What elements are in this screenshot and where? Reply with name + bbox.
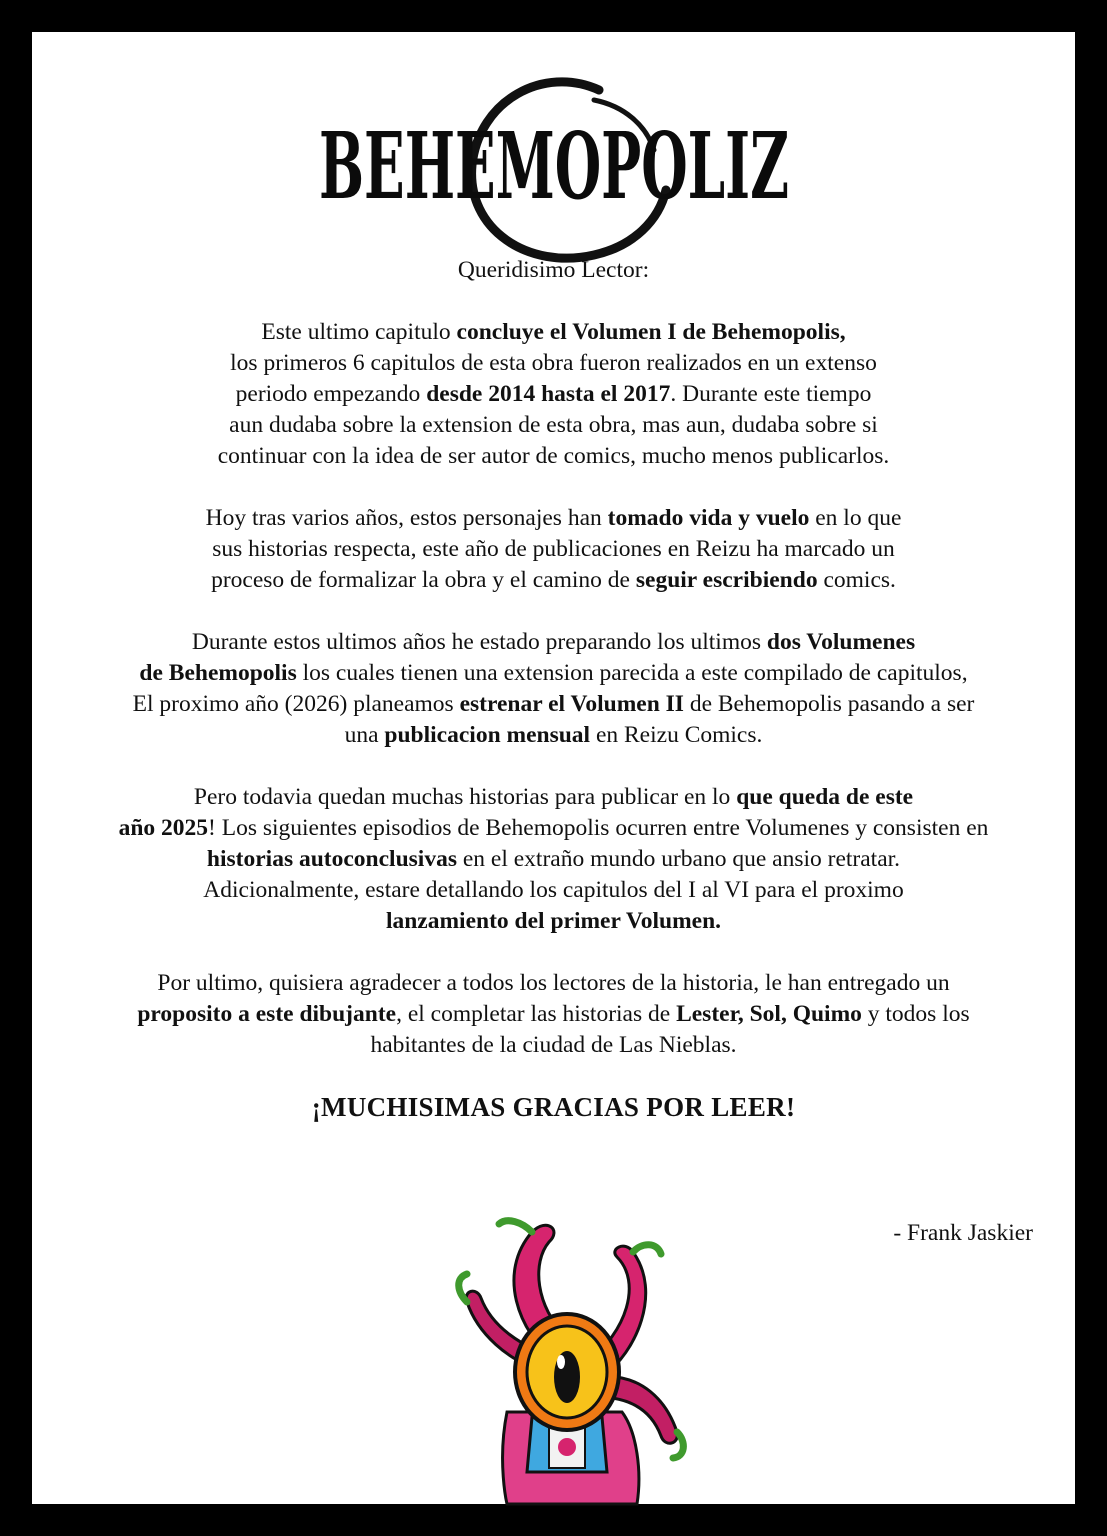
logo-wordmark: BEHEMOPOLIZ	[318, 112, 789, 220]
bold-text: desde 2014 hasta el 2017	[426, 381, 671, 407]
bold-text: dos Volumenes	[766, 629, 916, 655]
logo-graphic	[294, 70, 814, 270]
mascot-eye	[515, 1314, 619, 1430]
paragraph-2: Hoy tras varios años, estos personajes han tomado vida y vuelo en lo que sus historias respecta, este año de publicaciones en Reizu ha marcado un proceso de formalizar la obra y el camino de seguir escribiendo comics.	[205, 505, 902, 593]
bold-text: concluye el Volumen I de Behemopolis,	[456, 319, 846, 345]
closing-heading: ¡MUCHISIMAS GRACIAS POR LEER!	[311, 1092, 796, 1122]
bold-text: seguir escribiendo	[635, 567, 818, 593]
letter-page	[32, 32, 1075, 1504]
letter-greeting: Queridisimo Lector:	[457, 257, 650, 283]
bold-text: año 2025	[118, 815, 209, 841]
bold-text: historias autoconclusivas	[206, 846, 457, 872]
paragraph-3: Durante estos ultimos años he estado preparando los ultimos dos Volumenes de Behemopolis los cuales tienen una extension parecida a este compilado de capitulos, El proximo año (2026) planeamos estrenar el Volumen II de Behemopolis pasando a ser una publicacion mensual en Reizu Comics.	[132, 629, 975, 748]
behemopolis-logo	[32, 70, 1075, 270]
paragraph-1: Este ultimo capitulo concluye el Volumen I de Behemopolis, los primeros 6 capitulos de esta obra fueron realizados en un extenso periodo empezando desde 2014 hasta el 2017. Durante este tiempo aun dudaba sobre la extension de esta obra, mas aun, dudaba sobre si continuar con la idea de ser autor de comics, mucho menos publicarlos.	[217, 319, 890, 469]
bold-text: estrenar el Volumen II	[459, 691, 684, 717]
paragraph-5: Por ultimo, quisiera agradecer a todos los lectores de la historia, le han entregado un proposito a este dibujante, el completar las historias de Lester, Sol, Quimo y todos los habitantes de la ciudad de Las Nieblas.	[137, 970, 970, 1058]
bold-text: de Behemopolis	[139, 660, 297, 686]
bold-text: proposito a este dibujante	[137, 1001, 397, 1027]
letter-body	[72, 255, 1035, 1123]
paragraph-4: Pero todavia quedan muchas historias para publicar en lo que queda de este año 2025! Los siguientes episodios de Behemopolis ocurren entre Volumenes y consisten en historias autoconclusivas en el extraño mundo urbano que ansio retratar. Adicionalmente, estare detallando los capitulos del I al VI para el proximo lanzamiento del primer Volumen.	[118, 784, 989, 934]
signature: - Frank Jaskier	[893, 1220, 1033, 1246]
tentacle-eye-mascot	[437, 1212, 697, 1504]
bold-text: que queda de este	[736, 784, 914, 810]
bold-text: Lester, Sol, Quimo	[676, 1001, 862, 1027]
bold-text: publicacion mensual	[384, 722, 591, 748]
bold-text: tomado vida y vuelo	[607, 505, 810, 531]
bold-text: lanzamiento del primer Volumen.	[385, 908, 722, 934]
